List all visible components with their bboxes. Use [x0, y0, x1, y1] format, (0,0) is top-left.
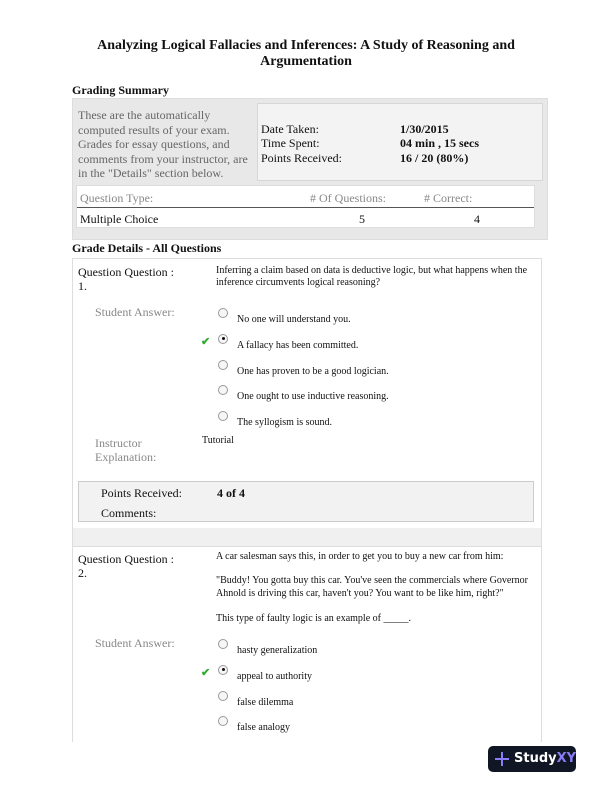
summary-intro: These are the automatically computed results of your exam. Grades for essay questions, and comments from your instructor, are in the "Details" section below. [78, 108, 248, 180]
answer-option: false dilemma [237, 696, 294, 708]
student-answer-label: Student Answer: [95, 636, 175, 650]
answer-option: One ought to use inductive reasoning. [237, 391, 389, 403]
plus-icon [494, 751, 510, 767]
radio-button[interactable] [218, 360, 228, 370]
answer-option: The syllogism is sound. [237, 417, 333, 429]
student-answer-label: Student Answer: [95, 305, 175, 319]
question-2-prompt: This type of faulty logic is an example of _____. [216, 613, 411, 624]
grade-details-heading: Grade Details - All Questions [72, 241, 222, 255]
date-label: Date Taken: [261, 122, 319, 136]
time-label: Time Spent: [261, 136, 320, 150]
points-received-value: 4 of 4 [217, 486, 245, 500]
question-2-quote: "Buddy! You gotta buy this car. You've seen the commercials where Governor Ahnold is driving this car, haven't you? You want to be like him, right?" [216, 575, 528, 599]
question-1-text: Inferring a claim based on data is deductive logic, but what happens when the inference circumvents logical reasoning? [216, 265, 528, 288]
table-header: # Of Questions: [310, 191, 386, 205]
question-2-text: A car salesman says this, in order to get you to buy a new car from him: [216, 551, 504, 562]
answer-option: false analogy [237, 722, 291, 734]
table-cell: 5 [359, 212, 365, 226]
studyxy-logo: StudyXY [488, 746, 576, 772]
grading-summary-heading: Grading Summary [72, 83, 170, 97]
answer-option: One has proven to be a good logician. [237, 365, 389, 377]
answer-option: A fallacy has been committed. [237, 339, 359, 351]
summary-table [76, 185, 535, 228]
instructor-explanation-label: Instructor Explanation: [95, 436, 157, 464]
question-1-label: Question Question : 1. [78, 265, 174, 293]
table-cell: Multiple Choice [80, 212, 159, 226]
answer-option: No one will understand you. [237, 314, 351, 325]
answer-option: hasty generalization [237, 645, 318, 656]
instructor-explanation: Tutorial [202, 435, 234, 446]
points-label: Points Received: [261, 151, 342, 165]
points-box [78, 481, 534, 522]
document-title: Analyzing Logical Fallacies and Inferences: A Study of Reasoning and Argumentation [97, 38, 515, 69]
time-value: 04 min , 15 secs [400, 136, 479, 150]
check-icon: ✔ [201, 666, 211, 679]
points-value: 16 / 20 (80%) [400, 151, 469, 165]
check-icon: ✔ [201, 335, 211, 348]
question-2-label: Question Question : 2. [78, 552, 174, 580]
radio-button[interactable] [218, 691, 228, 701]
radio-button[interactable] [218, 665, 228, 675]
table-header: Question Type: [80, 191, 154, 205]
table-header: # Correct: [424, 191, 473, 205]
radio-button[interactable] [218, 308, 228, 318]
points-received-label: Points Received: [101, 486, 182, 500]
radio-button[interactable] [218, 639, 228, 649]
date-value: 1/30/2015 [400, 122, 449, 136]
comments-label: Comments: [101, 506, 157, 520]
divider [77, 207, 534, 208]
exam-info-box [257, 103, 543, 181]
radio-button[interactable] [218, 334, 228, 344]
table-cell: 4 [474, 212, 480, 226]
answer-option: appeal to authority [237, 670, 312, 682]
question-separator [73, 528, 541, 546]
